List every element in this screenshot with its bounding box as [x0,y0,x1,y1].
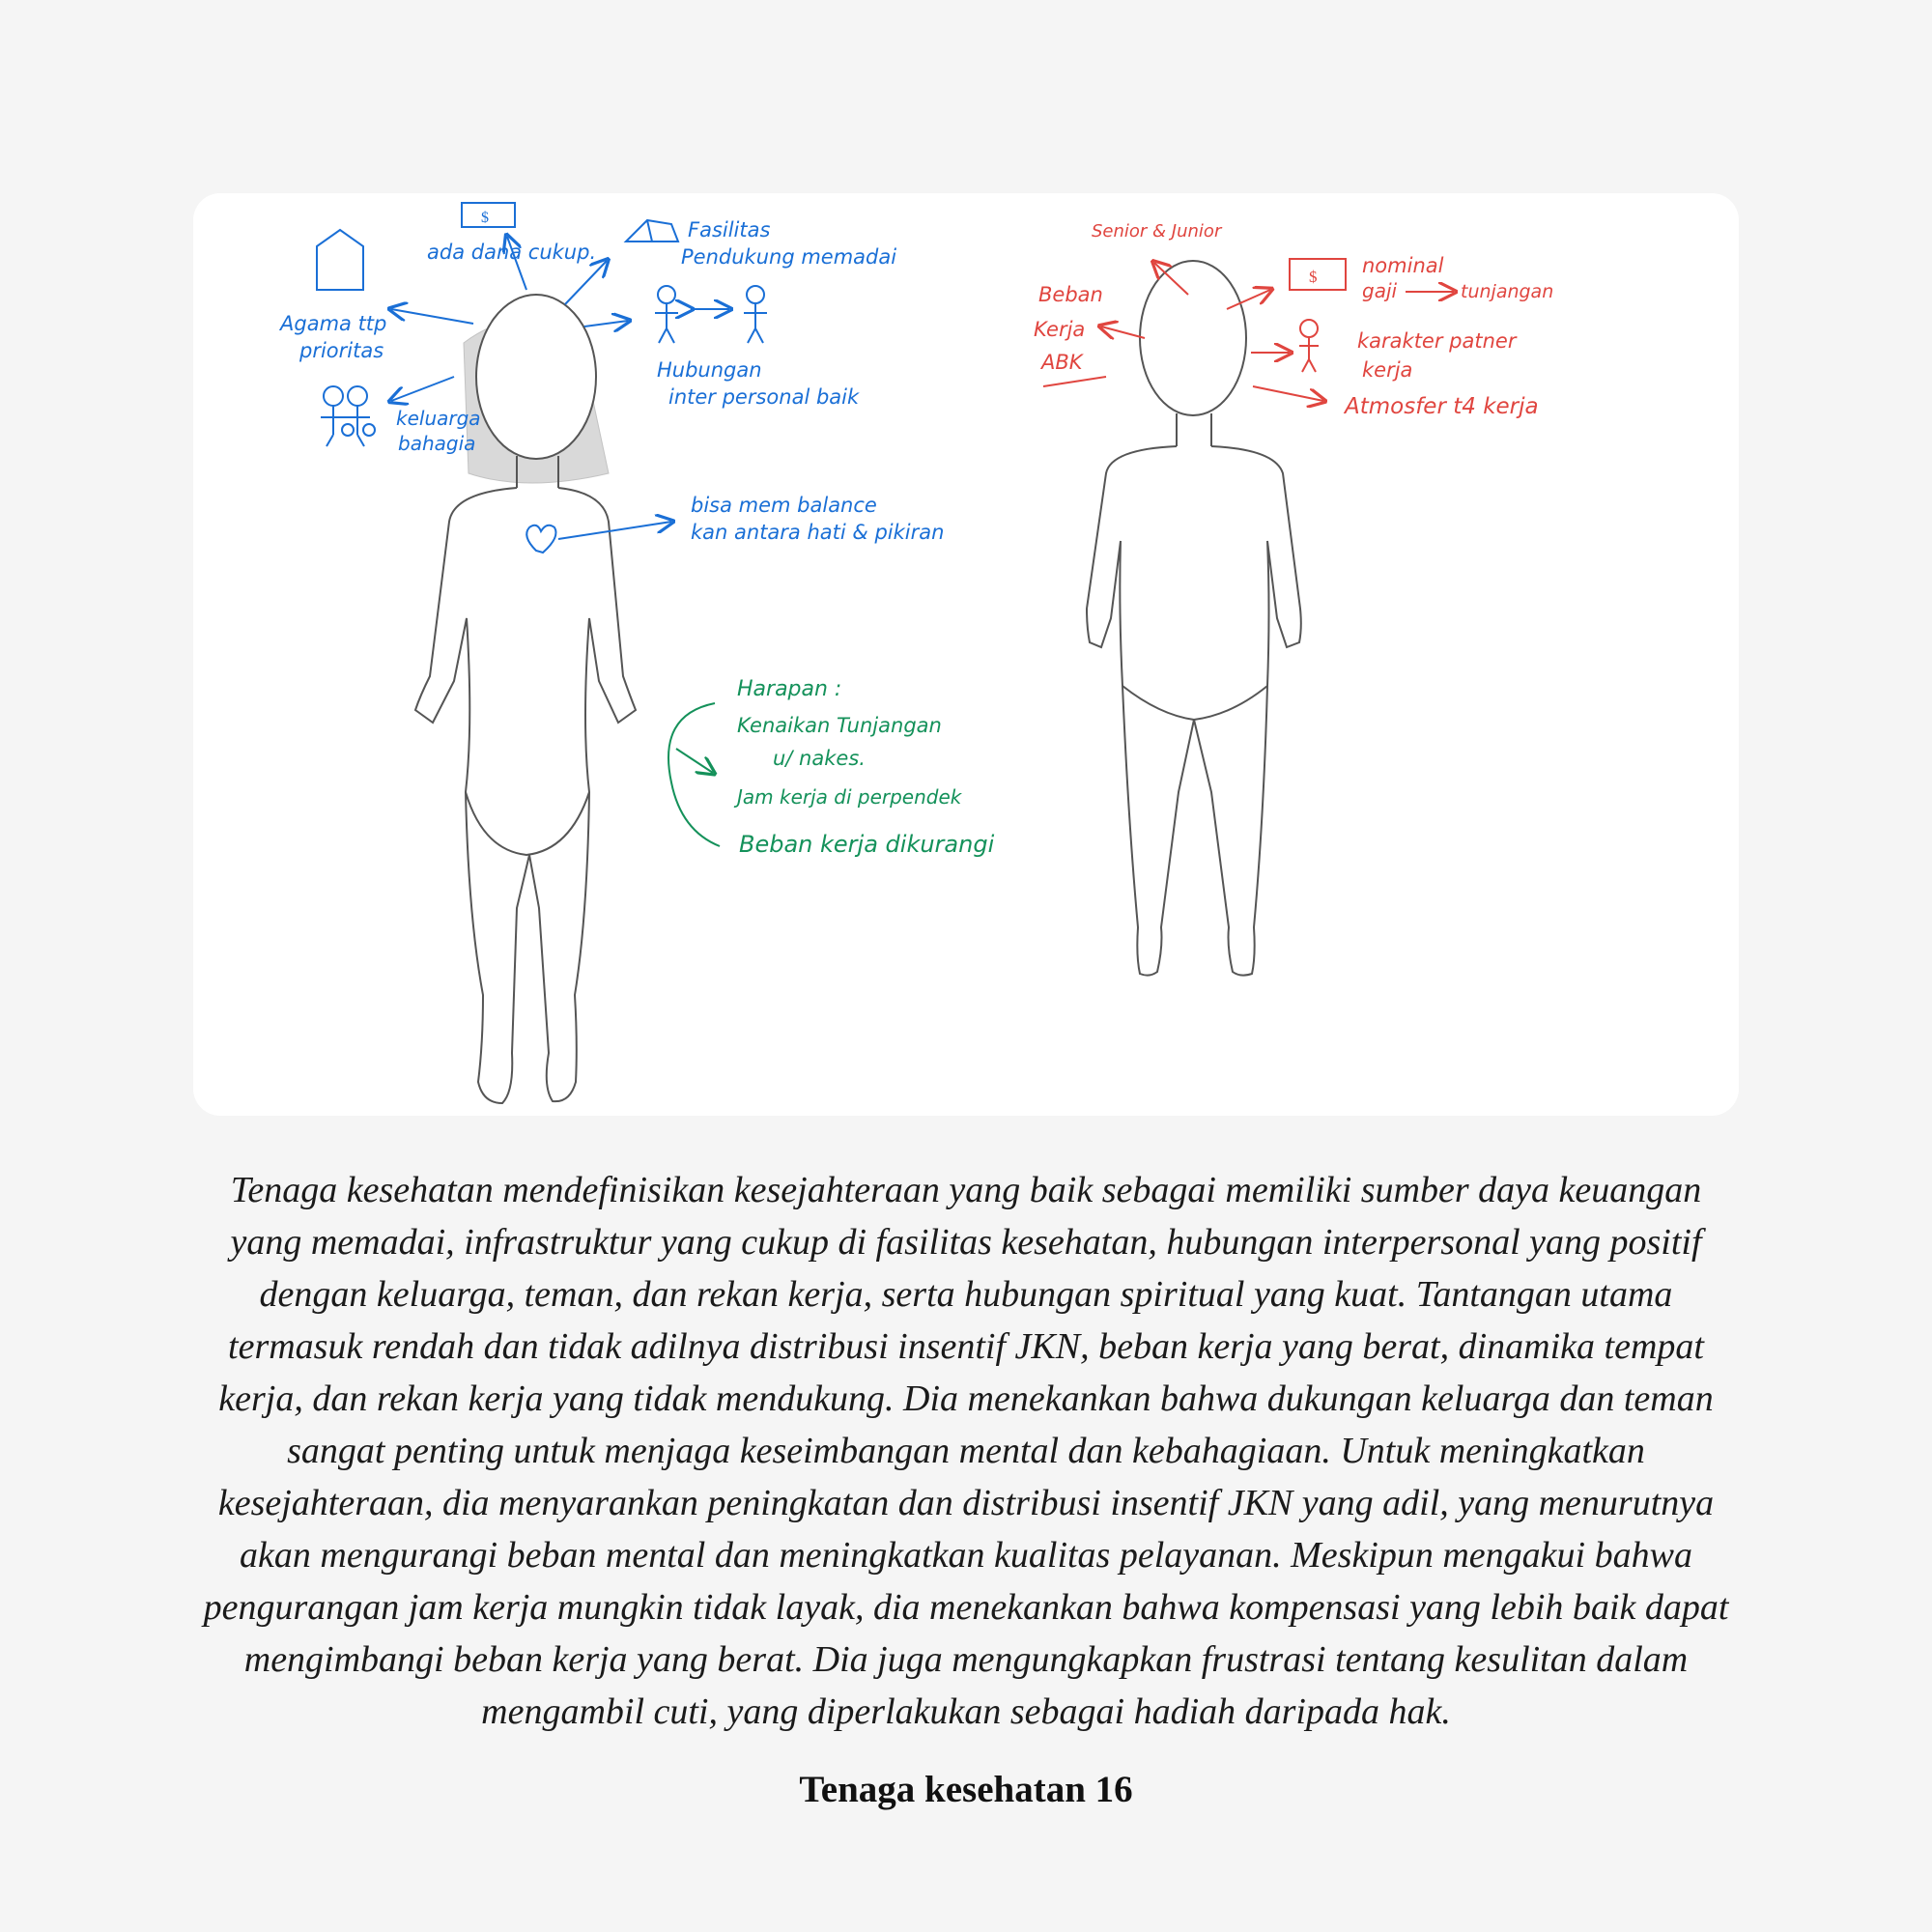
arrow-balance [558,522,671,539]
arrow-atmosphere [1253,386,1323,401]
right-figure [1087,261,1301,976]
page-title: Tenaga kesehatan 16 [799,1769,1133,1810]
right-figure-legs [1122,686,1267,976]
stick-figures-icon [655,286,767,343]
arrow-religion [391,309,473,324]
workload-underline [1043,377,1106,386]
left-figure-body [415,488,636,855]
workload-label-2: Kerja [1034,318,1086,341]
house-icon [317,230,363,290]
senior-junior-label: Senior & Junior [1092,221,1222,242]
right-figure-head [1140,261,1246,415]
religion-label-1: Agama ttp [280,312,387,335]
interpersonal-label-1: Hubungan [657,358,762,382]
partner-icon [1299,320,1319,372]
family-icon [321,386,375,446]
family-label-2: bahagia [398,432,476,455]
green-hopes [668,677,995,858]
hope-item-2: u/ nakes. [773,747,866,770]
workload-label-3: ABK [1041,351,1083,374]
red-notes [1034,221,1553,419]
salary-label-2: gaji [1362,279,1398,302]
svg-text:$: $ [1309,268,1318,286]
interpersonal-label-2: inter personal baik [668,385,860,409]
facilities-label-2: Pendukung memadai [681,245,897,269]
partner-label-2: kerja [1362,358,1413,382]
blue-notes [278,203,944,553]
hopes-title: Harapan : [737,677,842,701]
hope-item-1: Kenaikan Tunjangan [737,714,942,737]
drawing-photo [193,193,1739,1116]
partner-label-1: karakter patner [1357,329,1517,353]
right-figure-neck [1177,413,1211,446]
svg-text:$: $ [481,210,489,226]
arrow-interpersonal [584,321,628,327]
caption-paragraph: Tenaga kesehatan mendefinisikan kesejahteraan yang baik sebagai memiliki sumber daya keuangan yang memadai, infrastruktur yang cukup di fasilitas kesehatan, hubungan interpersonal yang positif dengan keluarga, teman, dan rekan kerja, serta hubungan spiritual yang kuat. Tantangan utama termasuk rendah dan tidak adilnya distribusi insentif JKN, beban kerja yang berat, dinamika tempat kerja, dan rekan kerja yang tidak mendukung. Dia menekankan bahwa dukungan keluarga dan teman sangat penting untuk menjaga keseimbangan mental dan kebahagiaan. Untuk meningkatkan kesejahteraan, dia menyarankan peningkatan dan distribusi insentif JKN yang adil, yang menurutnya akan mengurangi beban mental dan meningkatkan kualitas pelayanan. Meskipun mengakui bahwa pengurangan jam kerja mungkin tidak layak, dia menekankan bahwa kompensasi yang lebih baik dapat mengimbangi beban kerja yang berat. Dia juga mengungkapkan frustrasi tentang kesulitan dalam mengambil cuti, yang diperlakukan sebagai hadiah daripada hak. [203,1170,1729,1732]
salary-label-1: nominal [1362,254,1444,277]
arrow-facilities [565,261,607,304]
left-figure-head [476,295,596,459]
workload-label-1: Beban [1038,283,1103,306]
right-figure-body [1087,446,1301,720]
money-label: ada dana cukup. [427,241,597,264]
atmosphere-label: Atmosfer t4 kerja [1345,394,1539,419]
hopes-bracket [668,703,720,846]
balance-label-1: bisa mem balance [691,494,877,517]
drawing-svg [193,193,1739,1116]
salary-icon [1290,259,1346,290]
hope-item-4: Beban kerja dikurangi [739,831,995,858]
salary-label-3: tunjangan [1461,281,1554,302]
balance-label-2: kan antara hati & pikiran [691,521,945,544]
left-figure-legs [466,792,589,1103]
facilities-label-1: Fasilitas [688,218,771,242]
heart-icon [526,526,555,553]
family-label-1: keluarga [396,407,481,430]
tent-icon [626,220,678,242]
religion-label-2: prioritas [299,339,384,362]
money-icon [462,203,515,227]
hope-item-3: Jam kerja di perpendek [737,785,962,809]
arrow-workload [1101,327,1145,338]
arrow-family [391,377,454,401]
